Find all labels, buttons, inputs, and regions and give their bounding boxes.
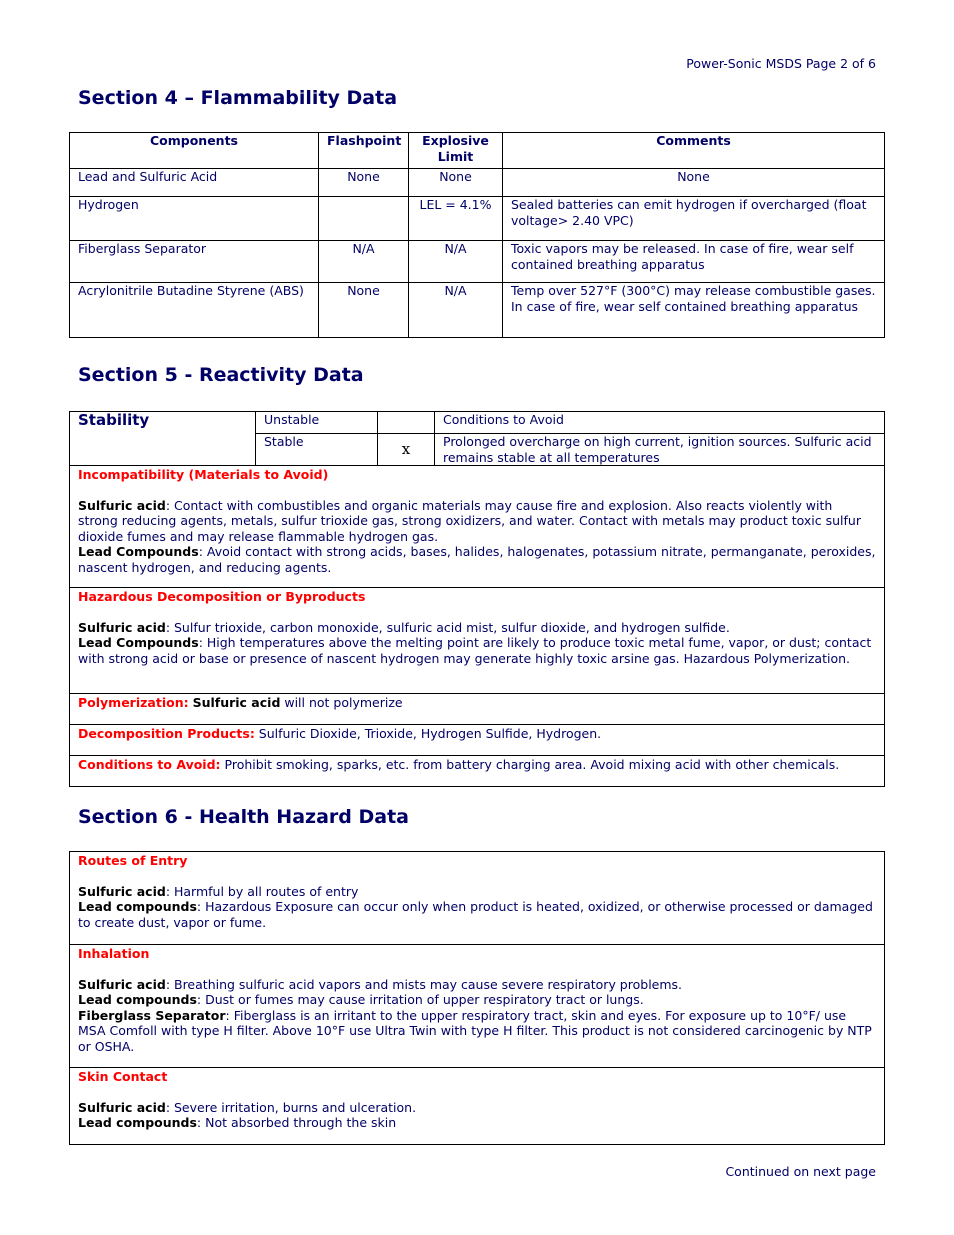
hazardous-decomposition-row <box>70 588 885 694</box>
table-header-row <box>70 133 885 169</box>
table-row <box>70 241 885 283</box>
health-hazard-table <box>69 851 885 1145</box>
stability-row-unstable <box>70 412 885 434</box>
cell-flashpoint <box>319 197 409 241</box>
cell-component: Hydrogen <box>70 197 319 241</box>
hazdec-sulfuric-acid: Sulfuric acid: Sulfur trioxide, carbon monoxide, sulfuric acid mist, sulfur dioxide, and hydrogen sulfide. <box>78 619 730 635</box>
col-header-explosive-limit: Explosive Limit <box>409 133 503 169</box>
cell-explosive-limit: None <box>409 169 503 197</box>
inhalation-title: Inhalation <box>78 946 150 961</box>
cell-component: Acrylonitrile Butadine Styrene (ABS) <box>70 283 319 338</box>
routes-of-entry-title: Routes of Entry <box>78 853 188 868</box>
polymerization-label: Polymerization: <box>78 695 189 710</box>
table-row <box>70 197 885 241</box>
section-6-title: Section 6 - Health Hazard Data <box>78 806 409 828</box>
incompat-lead-compounds: Lead Compounds: Avoid contact with strong acids, bases, halides, halogenates, potassium nitrate, permanganate, peroxides, nascent hydrogen, and reducing agents. <box>78 544 876 575</box>
cell-flashpoint: None <box>319 283 409 338</box>
routes-sulfuric-acid: Sulfuric acid: Harmful by all routes of entry <box>78 883 359 899</box>
skin-contact-title: Skin Contact <box>78 1069 168 1084</box>
stability-label: Stability <box>70 412 256 466</box>
table-row <box>70 283 885 338</box>
flammability-table <box>69 132 885 338</box>
cell-explosive-limit: LEL = 4.1% <box>409 197 503 241</box>
col-header-comments: Comments <box>503 133 885 169</box>
cell-component: Lead and Sulfuric Acid <box>70 169 319 197</box>
cell-flashpoint: N/A <box>319 241 409 283</box>
incompatibility-row <box>70 466 885 588</box>
section-5-title: Section 5 - Reactivity Data <box>78 364 364 386</box>
decomposition-products-row: Decomposition Products: Sulfuric Dioxide, Trioxide, Hydrogen Sulfide, Hydrogen. <box>70 725 885 756</box>
inhal-sulfuric-acid: Sulfuric acid: Breathing sulfuric acid vapors and mists may cause severe respiratory problems. <box>78 976 683 992</box>
routes-lead-compounds: Lead compounds: Hazardous Exposure can occur only when product is heated, oxidized, or otherwise processed or damaged to create dust, vapor or fume. <box>78 899 873 930</box>
conditions-to-avoid-row: Conditions to Avoid: Prohibit smoking, sparks, etc. from battery charging area. Avoid mixing acid with other chemicals. <box>70 756 885 787</box>
cell-comments: None <box>503 169 885 197</box>
hazardous-decomposition-title: Hazardous Decomposition or Byproducts <box>78 589 366 604</box>
skin-contact-row <box>70 1068 885 1145</box>
incompatibility-title: Incompatibility (Materials to Avoid) <box>78 467 329 482</box>
polymerization-row: Polymerization: Sulfuric acid will not polymerize <box>70 694 885 725</box>
cell-comments: Temp over 527°F (300°C) may release combustible gases. In case of fire, wear self contained breathing apparatus <box>503 283 885 338</box>
cell-comments: Toxic vapors may be released. In case of fire, wear self contained breathing apparatus <box>503 241 885 283</box>
reactivity-table <box>69 411 885 787</box>
cell-component: Fiberglass Separator <box>70 241 319 283</box>
inhal-fiberglass-separator: Fiberglass Separator: Fiberglass is an irritant to the upper respiratory tract, skin and eyes. For exposure up to 10°F/ use MSA Comfoll with type H filter. Above 10°F use Ultra Twin with type H filter. This product is not considered carcinogenic by NTP or OSHA. <box>78 1007 872 1054</box>
col-header-components: Components <box>70 133 319 169</box>
cell-explosive-limit: N/A <box>409 283 503 338</box>
cell-explosive-limit: N/A <box>409 241 503 283</box>
skin-lead-compounds: Lead compounds: Not absorbed through the skin <box>78 1115 397 1130</box>
decomposition-label: Decomposition Products: <box>78 726 255 741</box>
section-4-title: Section 4 – Flammability Data <box>78 87 398 109</box>
inhalation-row <box>70 945 885 1068</box>
skin-sulfuric-acid: Sulfuric acid: Severe irritation, burns and ulceration. <box>78 1099 417 1115</box>
incompat-sulfuric-acid: Sulfuric acid: Contact with combustibles and organic materials may cause fire and explosion. Also reacts violently with strong reducing agents, metals, sulfur trioxide gas, strong oxidizers, and water. Contact with metals may product toxic sulfur dioxide fumes and may release flammable hydrogen gas. <box>78 497 861 544</box>
unstable-conditions: Conditions to Avoid <box>435 412 885 434</box>
conditions-label: Conditions to Avoid: <box>78 757 221 772</box>
inhal-lead-compounds: Lead compounds: Dust or fumes may cause irritation of upper respiratory tract or lungs. <box>78 992 644 1007</box>
unstable-label: Unstable <box>256 412 378 434</box>
stable-label: Stable <box>256 434 378 466</box>
stable-mark: x <box>378 434 435 466</box>
table-row <box>70 169 885 197</box>
routes-of-entry-row <box>70 852 885 945</box>
unstable-mark <box>378 412 435 434</box>
page-header: Power-Sonic MSDS Page 2 of 6 <box>686 56 876 71</box>
page-footer: Continued on next page <box>725 1164 876 1179</box>
stable-conditions: Prolonged overcharge on high current, ignition sources. Sulfuric acid remains stable at all temperatures <box>435 434 885 466</box>
col-header-flashpoint: Flashpoint <box>319 133 409 169</box>
cell-comments: Sealed batteries can emit hydrogen if overcharged (float voltage> 2.40 VPC) <box>503 197 885 241</box>
cell-flashpoint: None <box>319 169 409 197</box>
hazdec-lead-compounds: Lead Compounds: High temperatures above the melting point are likely to produce toxic metal fume, vapor, or dust; contact with strong acid or base or presence of nascent hydrogen may generate highly toxic arsine gas. Hazardous Polymerization. <box>78 635 872 666</box>
